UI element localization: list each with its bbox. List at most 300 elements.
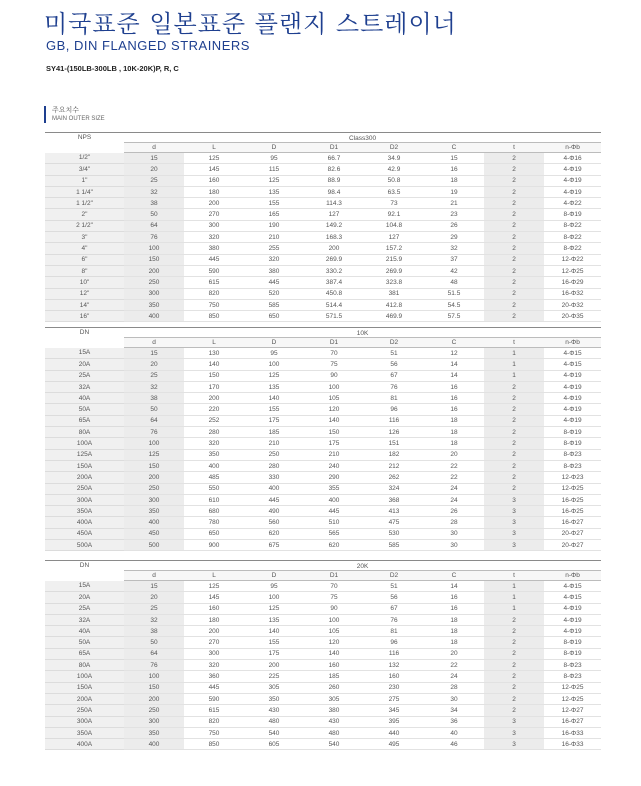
table-cell: 2	[484, 648, 544, 659]
table-cell: 320	[184, 438, 244, 449]
table-cell: 75	[304, 359, 364, 370]
row-key-cell: 50A	[45, 637, 124, 648]
dimension-table-class300	[45, 132, 601, 322]
table-cell: 445	[184, 682, 244, 693]
table-cell: 15	[124, 581, 184, 592]
column-header: D2	[364, 571, 424, 581]
key-column-header: DN	[79, 329, 90, 336]
table-cell: 115	[244, 164, 304, 175]
group-header: 10K	[356, 329, 369, 337]
dimension-table	[45, 329, 601, 551]
table-cell: 305	[304, 693, 364, 704]
column-header: d	[124, 143, 184, 153]
table-cell: 8-Φ22	[544, 232, 601, 243]
table-cell: 2	[484, 209, 544, 220]
table-cell: 16-Φ33	[544, 727, 601, 738]
table-row	[45, 153, 601, 164]
table-cell: 126	[364, 427, 424, 438]
row-key-cell: 300A	[45, 716, 124, 727]
table-cell: 100	[244, 592, 304, 603]
table-cell: 590	[184, 265, 244, 276]
table-cell: 12-Φ27	[544, 705, 601, 716]
table-row	[45, 449, 601, 460]
row-key-cell: 1/2"	[45, 153, 124, 164]
table-cell: 42.9	[364, 164, 424, 175]
table-cell: 3	[484, 716, 544, 727]
column-header: C	[424, 338, 484, 348]
table-cell: 12-Φ25	[544, 483, 601, 494]
table-cell: 34.9	[364, 153, 424, 164]
row-key-cell: 12"	[45, 288, 124, 299]
table-cell: 485	[184, 472, 244, 483]
table-cell: 1	[484, 348, 544, 359]
table-cell: 368	[364, 494, 424, 505]
table-cell: 430	[304, 716, 364, 727]
table-cell: 25	[124, 175, 184, 186]
table-cell: 270	[184, 209, 244, 220]
table-cell: 140	[244, 626, 304, 637]
table-cell: 140	[304, 648, 364, 659]
row-key-cell: 250A	[45, 705, 124, 716]
table-cell: 650	[184, 528, 244, 539]
table-cell: 450.8	[304, 288, 364, 299]
table-cell: 140	[304, 415, 364, 426]
table-cell: 412.8	[364, 299, 424, 310]
row-key-cell: 350A	[45, 506, 124, 517]
table-cell: 360	[184, 671, 244, 682]
table-cell: 16	[424, 404, 484, 415]
table-row	[45, 209, 601, 220]
table-cell: 56	[364, 592, 424, 603]
table-row	[45, 393, 601, 404]
table-cell: 350	[124, 506, 184, 517]
table-cell: 132	[364, 660, 424, 671]
table-cell: 150	[124, 682, 184, 693]
key-column-header: DN	[79, 562, 90, 569]
table-cell: 95	[244, 348, 304, 359]
row-key-cell: 200A	[45, 693, 124, 704]
dimension-table	[45, 134, 601, 322]
table-row	[45, 614, 601, 625]
table-cell: 18	[424, 637, 484, 648]
table-cell: 51	[364, 581, 424, 592]
row-key-cell: 125A	[45, 449, 124, 460]
row-key-cell: 40A	[45, 393, 124, 404]
table-cell: 18	[424, 438, 484, 449]
table-cell: 24	[424, 483, 484, 494]
table-row	[45, 716, 601, 727]
table-cell: 300	[124, 494, 184, 505]
table-cell: 20	[124, 164, 184, 175]
table-cell: 200	[184, 626, 244, 637]
table-cell: 100	[244, 359, 304, 370]
table-cell: 387.4	[304, 277, 364, 288]
table-cell: 16-Φ27	[544, 716, 601, 727]
row-key-cell: 100A	[45, 671, 124, 682]
table-cell: 615	[184, 277, 244, 288]
table-cell: 2	[484, 614, 544, 625]
table-cell: 350	[184, 449, 244, 460]
table-row	[45, 660, 601, 671]
page-title-korean: 미국표준 일본표준 플랜지 스트레이너	[44, 10, 457, 38]
row-key-cell: 150A	[45, 460, 124, 471]
table-cell: 90	[304, 370, 364, 381]
column-header: t	[484, 143, 544, 153]
column-header: C	[424, 143, 484, 153]
table-row	[45, 277, 601, 288]
table-row	[45, 517, 601, 528]
table-row	[45, 311, 601, 322]
table-cell: 4-Φ19	[544, 370, 601, 381]
table-cell: 2	[484, 153, 544, 164]
table-cell: 4-Φ19	[544, 164, 601, 175]
table-cell: 380	[184, 243, 244, 254]
table-cell: 14	[424, 581, 484, 592]
row-key-cell: 250A	[45, 483, 124, 494]
table-cell: 56	[364, 359, 424, 370]
table-cell: 820	[184, 716, 244, 727]
table-cell: 22	[424, 660, 484, 671]
table-cell: 90	[304, 603, 364, 614]
column-header: t	[484, 338, 544, 348]
table-cell: 25	[124, 603, 184, 614]
table-row	[45, 232, 601, 243]
table-cell: 185	[244, 427, 304, 438]
table-cell: 4-Φ22	[544, 198, 601, 209]
table-cell: 135	[244, 186, 304, 197]
table-cell: 19	[424, 186, 484, 197]
table-top-rule	[45, 560, 601, 561]
table-cell: 145	[184, 592, 244, 603]
table-row	[45, 592, 601, 603]
column-header: D	[244, 143, 304, 153]
table-cell: 400	[124, 517, 184, 528]
table-cell: 150	[124, 460, 184, 471]
table-cell: 320	[184, 660, 244, 671]
table-cell: 323.8	[364, 277, 424, 288]
table-cell: 330.2	[304, 265, 364, 276]
table-cell: 500	[124, 540, 184, 551]
table-cell: 3	[484, 727, 544, 738]
table-cell: 76	[364, 614, 424, 625]
table-cell: 8-Φ19	[544, 637, 601, 648]
table-cell: 255	[244, 243, 304, 254]
row-key-cell: 3/4"	[45, 164, 124, 175]
table-cell: 150	[184, 370, 244, 381]
table-cell: 76	[124, 660, 184, 671]
table-cell: 20-Φ32	[544, 299, 601, 310]
row-key-cell: 300A	[45, 494, 124, 505]
table-cell: 70	[304, 581, 364, 592]
table-cell: 105	[304, 626, 364, 637]
table-cell: 381	[364, 288, 424, 299]
table-cell: 4-Φ19	[544, 393, 601, 404]
table-cell: 355	[304, 483, 364, 494]
table-cell: 324	[364, 483, 424, 494]
table-cell: 4-Φ15	[544, 348, 601, 359]
table-cell: 32	[124, 381, 184, 392]
table-cell: 165	[244, 209, 304, 220]
dimension-table-10k	[45, 327, 601, 551]
table-cell: 571.5	[304, 311, 364, 322]
table-cell: 300	[124, 288, 184, 299]
row-key-cell: 32A	[45, 614, 124, 625]
row-key-cell: 6"	[45, 254, 124, 265]
table-cell: 180	[184, 614, 244, 625]
table-cell: 3	[484, 540, 544, 551]
table-cell: 175	[244, 415, 304, 426]
table-cell: 8-Φ19	[544, 209, 601, 220]
table-cell: 54.5	[424, 299, 484, 310]
table-row	[45, 164, 601, 175]
table-cell: 64	[124, 648, 184, 659]
table-cell: 2	[484, 393, 544, 404]
table-cell: 220	[184, 404, 244, 415]
table-cell: 20-Φ27	[544, 528, 601, 539]
table-cell: 200	[244, 660, 304, 671]
table-cell: 4-Φ19	[544, 415, 601, 426]
table-cell: 280	[244, 460, 304, 471]
table-cell: 160	[364, 671, 424, 682]
row-key-cell: 2 1/2"	[45, 220, 124, 231]
table-cell: 185	[304, 671, 364, 682]
table-cell: 12-Φ22	[544, 254, 601, 265]
table-row	[45, 581, 601, 592]
table-cell: 160	[184, 603, 244, 614]
column-header: t	[484, 571, 544, 581]
row-key-cell: 1 1/2"	[45, 198, 124, 209]
table-cell: 750	[184, 727, 244, 738]
table-cell: 22	[424, 472, 484, 483]
table-cell: 4-Φ19	[544, 186, 601, 197]
table-cell: 495	[364, 739, 424, 750]
table-cell: 8-Φ23	[544, 449, 601, 460]
row-key-cell: 32A	[45, 381, 124, 392]
table-cell: 26	[424, 220, 484, 231]
table-cell: 1	[484, 359, 544, 370]
table-cell: 560	[244, 517, 304, 528]
table-cell: 250	[244, 449, 304, 460]
table-row	[45, 359, 601, 370]
table-cell: 96	[364, 637, 424, 648]
table-cell: 125	[244, 603, 304, 614]
table-cell: 300	[184, 648, 244, 659]
table-cell: 18	[424, 427, 484, 438]
table-cell: 8-Φ23	[544, 460, 601, 471]
table-cell: 680	[184, 506, 244, 517]
row-key-cell: 500A	[45, 540, 124, 551]
row-key-cell: 80A	[45, 427, 124, 438]
table-cell: 2	[484, 232, 544, 243]
table-row	[45, 727, 601, 738]
table-cell: 150	[124, 254, 184, 265]
dimension-table	[45, 562, 601, 750]
table-cell: 650	[244, 311, 304, 322]
row-key-cell: 400A	[45, 517, 124, 528]
table-cell: 380	[304, 705, 364, 716]
table-cell: 82.6	[304, 164, 364, 175]
table-cell: 16	[424, 164, 484, 175]
table-cell: 16-Φ32	[544, 288, 601, 299]
table-cell: 32	[124, 614, 184, 625]
table-cell: 250	[124, 705, 184, 716]
table-cell: 2	[484, 288, 544, 299]
table-cell: 530	[364, 528, 424, 539]
table-cell: 520	[244, 288, 304, 299]
table-row	[45, 483, 601, 494]
table-row	[45, 254, 601, 265]
table-cell: 510	[304, 517, 364, 528]
table-cell: 4-Φ19	[544, 603, 601, 614]
table-cell: 76	[124, 427, 184, 438]
column-header: D	[244, 571, 304, 581]
table-cell: 125	[244, 370, 304, 381]
table-cell: 36	[424, 716, 484, 727]
table-cell: 30	[424, 540, 484, 551]
table-cell: 300	[124, 716, 184, 727]
row-key-cell: 1 1/4"	[45, 186, 124, 197]
table-cell: 3	[484, 494, 544, 505]
table-cell: 395	[364, 716, 424, 727]
table-cell: 300	[184, 220, 244, 231]
table-cell: 2	[484, 254, 544, 265]
table-cell: 14	[424, 370, 484, 381]
column-header: L	[184, 143, 244, 153]
table-cell: 12-Φ25	[544, 265, 601, 276]
table-cell: 29	[424, 232, 484, 243]
table-cell: 190	[244, 220, 304, 231]
table-cell: 345	[364, 705, 424, 716]
table-cell: 24	[424, 494, 484, 505]
table-cell: 50	[124, 404, 184, 415]
table-cell: 20	[124, 592, 184, 603]
table-cell: 155	[244, 404, 304, 415]
row-key-cell: 15A	[45, 581, 124, 592]
table-cell: 200	[124, 472, 184, 483]
table-cell: 565	[304, 528, 364, 539]
table-cell: 2	[484, 277, 544, 288]
table-cell: 2	[484, 682, 544, 693]
table-cell: 125	[244, 175, 304, 186]
table-top-rule	[45, 132, 601, 133]
table-row	[45, 540, 601, 551]
table-row	[45, 506, 601, 517]
table-cell: 120	[304, 404, 364, 415]
row-key-cell: 20A	[45, 359, 124, 370]
table-cell: 51	[364, 348, 424, 359]
table-cell: 275	[364, 693, 424, 704]
column-header: n-Φb	[544, 143, 601, 153]
row-key-cell: 350A	[45, 727, 124, 738]
table-cell: 98.4	[304, 186, 364, 197]
table-cell: 170	[184, 381, 244, 392]
table-cell: 34	[424, 705, 484, 716]
table-cell: 4-Φ15	[544, 592, 601, 603]
table-cell: 445	[244, 277, 304, 288]
table-cell: 25	[124, 370, 184, 381]
table-cell: 8-Φ19	[544, 648, 601, 659]
table-cell: 850	[184, 739, 244, 750]
table-row	[45, 671, 601, 682]
table-cell: 820	[184, 288, 244, 299]
table-cell: 215.9	[364, 254, 424, 265]
table-row	[45, 528, 601, 539]
table-cell: 2	[484, 164, 544, 175]
table-cell: 480	[244, 716, 304, 727]
table-row	[45, 427, 601, 438]
table-row	[45, 648, 601, 659]
table-cell: 175	[304, 438, 364, 449]
table-cell: 22	[424, 460, 484, 471]
table-cell: 15	[124, 348, 184, 359]
row-key-cell: 40A	[45, 626, 124, 637]
table-cell: 20-Φ35	[544, 311, 601, 322]
table-cell: 615	[184, 705, 244, 716]
table-cell: 64	[124, 415, 184, 426]
table-cell: 70	[304, 348, 364, 359]
table-cell: 149.2	[304, 220, 364, 231]
table-cell: 620	[304, 540, 364, 551]
table-cell: 4-Φ16	[544, 153, 601, 164]
row-key-cell: 10"	[45, 277, 124, 288]
table-row	[45, 693, 601, 704]
table-cell: 100	[304, 614, 364, 625]
table-cell: 160	[184, 175, 244, 186]
table-cell: 260	[304, 682, 364, 693]
table-cell: 20	[424, 449, 484, 460]
table-cell: 20-Φ27	[544, 540, 601, 551]
row-key-cell: 400A	[45, 739, 124, 750]
table-cell: 2	[484, 671, 544, 682]
table-cell: 1	[484, 370, 544, 381]
table-cell: 104.8	[364, 220, 424, 231]
table-cell: 16	[424, 592, 484, 603]
column-header: D	[244, 338, 304, 348]
table-cell: 21	[424, 198, 484, 209]
table-cell: 445	[244, 494, 304, 505]
table-cell: 95	[244, 153, 304, 164]
row-key-cell: 80A	[45, 660, 124, 671]
table-cell: 125	[184, 581, 244, 592]
table-cell: 1	[484, 603, 544, 614]
table-cell: 105	[304, 393, 364, 404]
page-title-english: GB, DIN FLANGED STRAINERS	[46, 38, 250, 53]
table-cell: 2	[484, 693, 544, 704]
table-row	[45, 705, 601, 716]
table-cell: 445	[184, 254, 244, 265]
table-cell: 38	[124, 626, 184, 637]
table-cell: 330	[244, 472, 304, 483]
group-header: 20K	[356, 562, 369, 570]
table-row	[45, 739, 601, 750]
table-row	[45, 381, 601, 392]
table-cell: 475	[364, 517, 424, 528]
row-key-cell: 25A	[45, 370, 124, 381]
table-cell: 750	[184, 299, 244, 310]
table-cell: 320	[184, 232, 244, 243]
table-cell: 16-Φ27	[544, 517, 601, 528]
table-cell: 8-Φ19	[544, 438, 601, 449]
table-cell: 445	[304, 506, 364, 517]
row-key-cell: 100A	[45, 438, 124, 449]
table-cell: 14	[424, 359, 484, 370]
table-cell: 12-Φ23	[544, 472, 601, 483]
table-cell: 610	[184, 494, 244, 505]
table-cell: 81	[364, 393, 424, 404]
table-cell: 40	[424, 727, 484, 738]
key-column-header: NPS	[77, 134, 92, 141]
table-row	[45, 494, 601, 505]
